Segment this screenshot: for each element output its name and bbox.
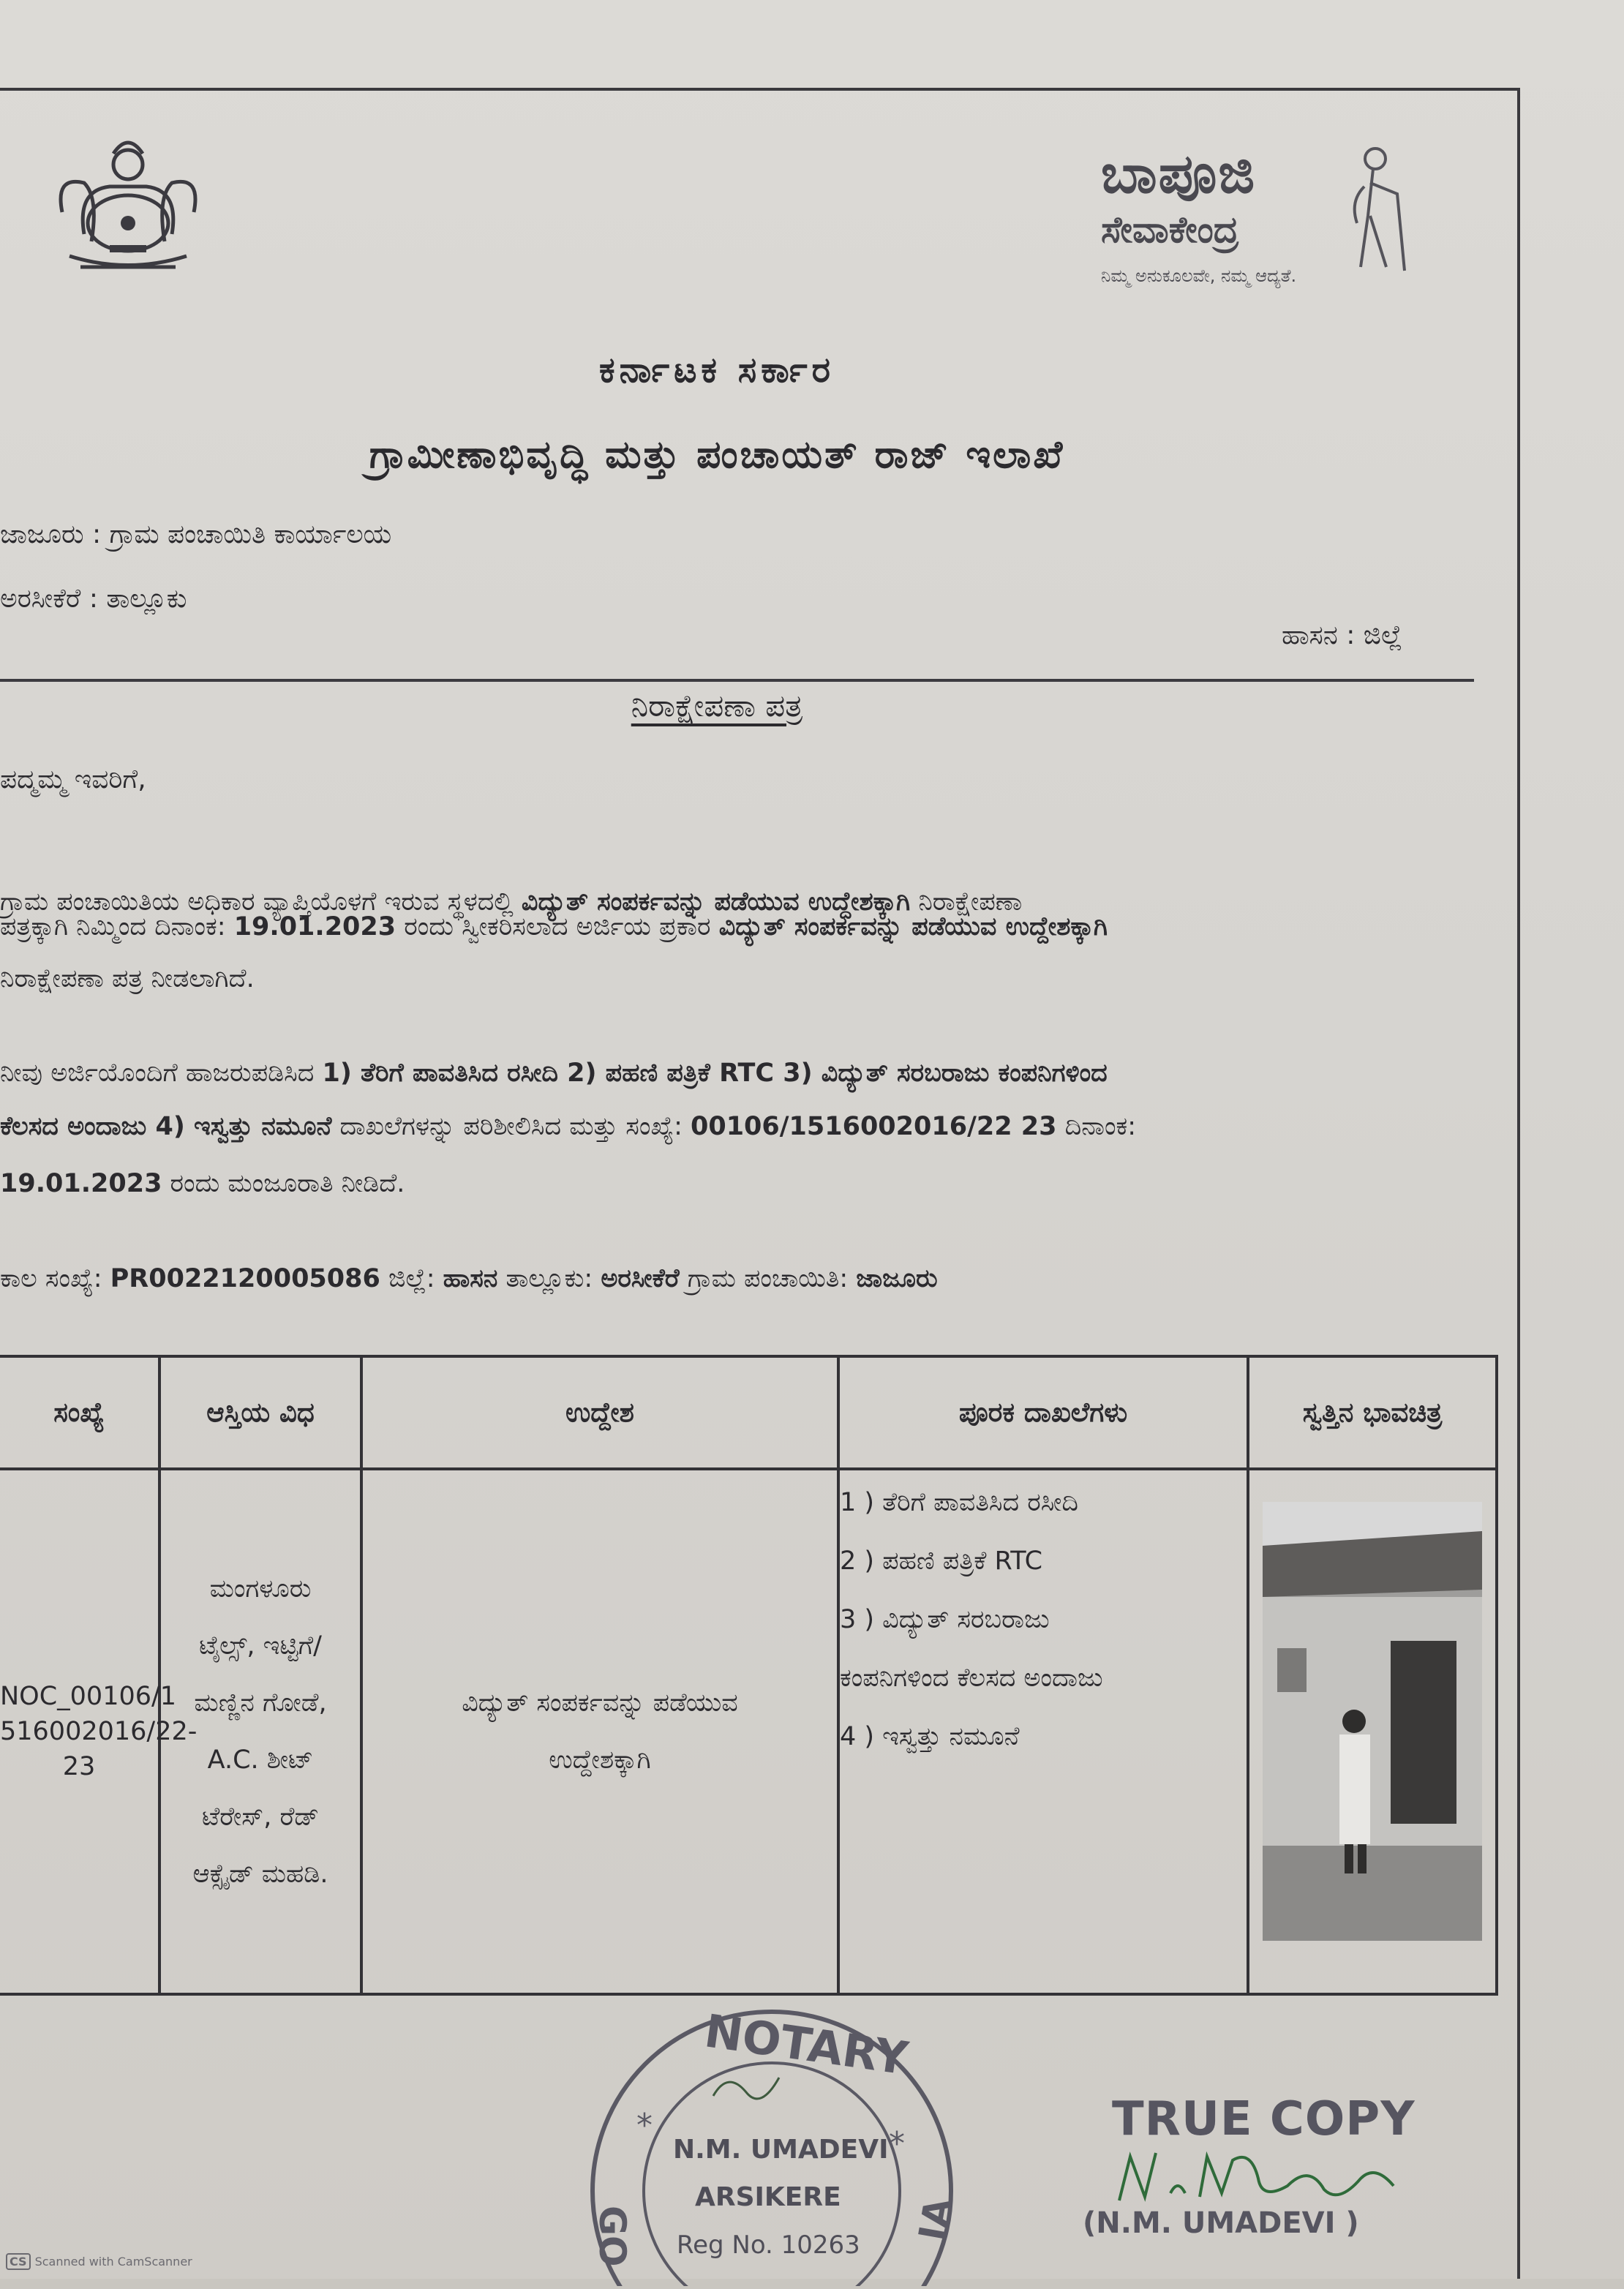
table-row xyxy=(0,1469,1497,1994)
svg-text:*: * xyxy=(636,2107,653,2144)
purpose-line-1: ವಿದ್ಯುತ್ ಸಂಪರ್ಕವನ್ನು ಪಡೆಯುವ xyxy=(462,1688,738,1718)
cell-supporting-documents xyxy=(838,1469,1248,1994)
property-line-1: ಮಂಗಳೂರು xyxy=(209,1574,312,1604)
doc-item-3: 3 ) ವಿದ್ಯುತ್ ಸರಬರಾಜು xyxy=(840,1605,1050,1634)
header-number: ಸಂಖ್ಯೆ xyxy=(0,1356,159,1469)
taluk-line: ಅರಸೀಕೆರೆ : ತಾಲ್ಲೂಕು xyxy=(0,584,187,614)
gandhi-figure-icon xyxy=(1335,143,1423,274)
property-line-6: ಆಕ್ಸೈಡ್ ಮಹಡಿ. xyxy=(192,1860,328,1889)
ref-gp-label: ಗ್ರಾಮ ಪಂಚಾಯಿತಿ: xyxy=(679,1264,857,1293)
stamp-reg: Reg No. 10263 xyxy=(677,2230,860,2260)
reference-line xyxy=(0,1264,938,1293)
doc-item-2: 2 ) ಪಹಣಿ ಪತ್ರಿಕೆ RTC xyxy=(840,1546,1043,1576)
property-line-3: ಮಣ್ಣಿನ ಗೋಡೆ, xyxy=(194,1688,327,1718)
noc-number-line-1: NOC_00106/1 xyxy=(0,1682,177,1711)
notary-stamp-seal xyxy=(582,2001,962,2286)
ref-label: ಕಾಲ ಸಂಖ್ಯೆ: xyxy=(0,1264,110,1293)
district-line: ಹಾಸನ : ಜಿಲ್ಲೆ xyxy=(1282,620,1403,650)
property-photo-image xyxy=(1263,1502,1482,1941)
p1-l1-text-c: ನಿರಾಕ್ಷೇಪಣಾ xyxy=(910,887,1023,917)
header-property-photo: ಸ್ವತ್ತಿನ ಭಾವಚಿತ್ರ xyxy=(1248,1356,1497,1469)
karnataka-emblem-icon xyxy=(40,132,216,278)
header-divider xyxy=(0,679,1474,682)
doc-item-1: 1 ) ತೆರಿಗೆ ಪಾವತಿಸಿದ ರಸೀದಿ xyxy=(840,1488,1078,1517)
cell-property-photo xyxy=(1248,1469,1497,1994)
stamp-top-text: NOTARY xyxy=(701,2004,911,2086)
salutation: ಪದ್ಮಮ್ಮ ಇವರಿಗೆ, xyxy=(0,764,146,794)
notary-stamp xyxy=(582,2001,962,2286)
p2-l1-documents: 1) ತೆರಿಗೆ ಪಾವತಿಸಿದ ರಸೀದಿ 2) ಪಹಣಿ ಪತ್ರಿಕೆ RTC 3) ವಿದ್ಯುತ್ ಸರಬರಾಜು ಕಂಪನಿಗಳಿಂದ xyxy=(322,1059,1108,1088)
true-copy-label: TRUE COPY xyxy=(1112,2092,1416,2146)
paragraph-1-line-2 xyxy=(0,912,1108,941)
ref-district: ಹಾಸನ xyxy=(443,1264,498,1293)
logo-tagline: ನಿಮ್ಮ ಅನುಕೂಲವೇ, ನಮ್ಮ ಆದ್ಯತೆ. xyxy=(1101,266,1297,286)
header-supporting-documents: ಪೂರಕ ದಾಖಲೆಗಳು xyxy=(838,1356,1248,1469)
p1-l2-text-b: ರಂದು ಸ್ವೀಕರಿಸಲಾದ ಅರ್ಜಿಯ ಪ್ರಕಾರ xyxy=(396,912,719,941)
p1-l2-purpose: ವಿದ್ಯುತ್ ಸಂಪರ್ಕವನ್ನು ಪಡೆಯುವ ಉದ್ದೇಶಕ್ಕಾಗಿ xyxy=(718,912,1108,941)
ref-gp: ಜಾಜೂರು xyxy=(856,1264,938,1293)
cell-purpose xyxy=(361,1469,838,1994)
property-line-2: ಟೈಲ್ಸ್, ಇಟ್ಟಿಗೆ/ xyxy=(199,1631,322,1661)
paragraph-2-line-2 xyxy=(0,1112,1136,1141)
stamp-place: ARSIKERE xyxy=(695,2182,841,2212)
stamp-signature-icon xyxy=(713,2078,779,2099)
p1-l1-text-a: ಗ್ರಾಮ ಪಂಚಾಯಿತಿಯ ಅಧಿಕಾರ ವ್ಯಾಪ್ತಿಯೊಳಗೆ ಇರುವ ಸ್ಥಳದಲ್ಲಿ xyxy=(0,887,522,917)
logo-sub-text: ಸೇವಾಕೇಂದ್ರ xyxy=(1101,208,1239,251)
sanction-date: 19.01.2023 xyxy=(0,1169,162,1198)
noc-number-line-3: 23 xyxy=(62,1752,96,1781)
cell-number xyxy=(0,1469,198,1994)
noc-details-table xyxy=(0,1355,1498,1996)
table-header-row xyxy=(0,1356,1497,1469)
stamp-right-arc: IA xyxy=(910,2195,960,2244)
p2-l1-text-a: ನೀವು ಅರ್ಜಿಯೊಂದಿಗೆ ಹಾಜರುಪಡಿಸಿದ xyxy=(0,1059,323,1088)
paragraph-1-line-3: ನಿರಾಕ್ಷೇಪಣಾ ಪತ್ರ ನೀಡಲಾಗಿದೆ. xyxy=(0,964,255,993)
noc-number-line-2: 516002016/22- xyxy=(0,1717,198,1746)
p2-l2-documents: ಕೆಲಸದ ಅಂದಾಜು 4) ಇಸ್ವತ್ತು ನಮೂನೆ xyxy=(0,1112,332,1141)
camscanner-watermark xyxy=(6,2253,192,2270)
p2-l3-text-b: ರಂದು ಮಂಜೂರಾತಿ ನೀಡಿದೆ. xyxy=(162,1169,405,1198)
camscanner-logo-icon: CS xyxy=(6,2253,31,2270)
stamp-name: N.M. UMADEVI xyxy=(673,2135,889,2165)
document-subject: ನಿರಾಕ್ಷೇಪಣಾ ಪತ್ರ xyxy=(631,688,803,723)
paragraph-2-line-3 xyxy=(0,1169,405,1198)
paragraph-2-line-1 xyxy=(0,1059,1108,1088)
handwritten-signature-icon xyxy=(1105,2135,1412,2215)
ref-number: PR0022120005086 xyxy=(110,1264,380,1293)
p1-l2-text-a: ಪತ್ರಕ್ಕಾಗಿ ನಿಮ್ಮಿಂದ ದಿನಾಂಕ: xyxy=(0,912,234,941)
bapuji-seva-kendra-logo xyxy=(1094,143,1423,311)
true-copy-attestation xyxy=(1083,2076,1434,2279)
doc-item-4: 4 ) ಇಸ್ವತ್ತು ನಮೂನೆ xyxy=(840,1722,1020,1751)
stamp-left-arc: GO xyxy=(591,2206,634,2267)
sanction-number: 00106/1516002016/22 23 xyxy=(690,1112,1057,1141)
true-copy-name: (N.M. UMADEVI ) xyxy=(1083,2206,1359,2240)
ref-taluk-label: ತಾಲ್ಲೂಕು: xyxy=(497,1264,601,1293)
camscanner-text: Scanned with CamScanner xyxy=(34,2255,192,2269)
p1-l1-purpose: ವಿದ್ಯುತ್ ಸಂಪರ್ಕವನ್ನು ಪಡೆಯುವ ಉದ್ದೇಶಕ್ಕಾಗಿ xyxy=(521,887,911,917)
purpose-line-2: ಉದ್ದೇಶಕ್ಕಾಗಿ xyxy=(549,1745,651,1775)
panchayat-office-line: ಜಾಜೂರು : ಗ್ರಾಮ ಪಂಚಾಯಿತಿ ಕಾರ್ಯಾಲಯ xyxy=(0,519,392,549)
header-property-type: ಆಸ್ತಿಯ ವಿಧ xyxy=(159,1356,361,1469)
p2-l2-text-b: ದಾಖಲೆಗಳನ್ನು ಪರಿಶೀಲಿಸಿದ ಮತ್ತು ಸಂಖ್ಯೆ: xyxy=(331,1112,691,1141)
doc-item-3-cont: ಕಂಪನಿಗಳಿಂದ ಕೆಲಸದ ಅಂದಾಜು xyxy=(840,1664,1103,1693)
property-line-4: A.C. ಶೀಟ್ xyxy=(207,1745,314,1775)
department-title: ಗ್ರಾಮೀಣಾಭಿವೃದ್ಧಿ ಮತ್ತು ಪಂಚಾಯತ್ ರಾಜ್ ಇಲಾಖೆ xyxy=(369,433,1065,477)
application-date: 19.01.2023 xyxy=(233,912,396,941)
logo-main-text: ಬಾಪೂಜಿ xyxy=(1101,143,1257,206)
property-line-5: ಟೆರೇಸ್, ರೆಡ್ xyxy=(201,1803,320,1832)
svg-text:*: * xyxy=(889,2125,905,2162)
ref-taluk: ಅರಸೀಕೆರೆ xyxy=(601,1264,680,1293)
ref-district-label: ಜಿಲ್ಲೆ: xyxy=(380,1264,443,1293)
header-purpose: ಉದ್ದೇಶ xyxy=(361,1356,838,1469)
p2-l2-text-c: ದಿನಾಂಕ: xyxy=(1056,1112,1137,1141)
government-title: ಕರ್ನಾಟಕ ಸರ್ಕಾರ xyxy=(598,350,835,391)
